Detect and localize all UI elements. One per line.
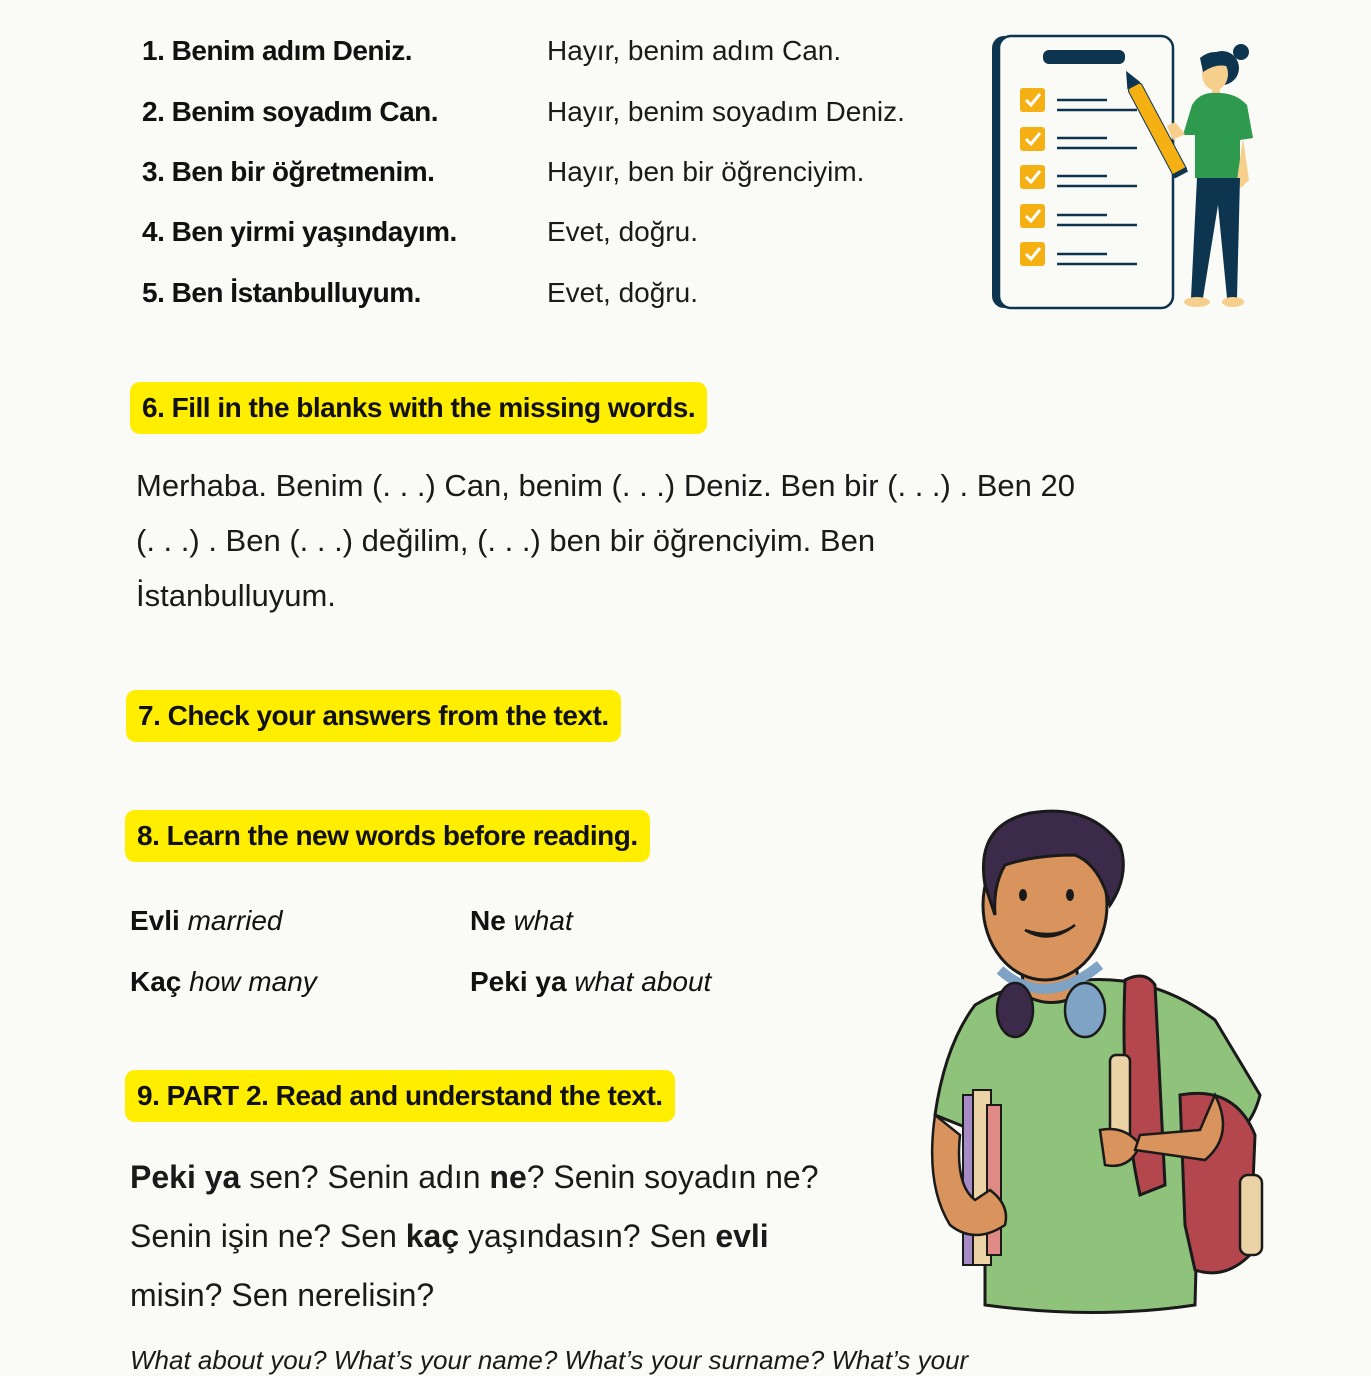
vocab-word: Ne xyxy=(470,905,506,936)
answer: Hayır, benim adım Can. xyxy=(547,35,842,66)
vocab-item xyxy=(470,962,711,1002)
translation-text: What about you? What’s your name? What’s your surname? What’s your xyxy=(130,1345,969,1375)
section-heading: 9. PART 2. Read and understand the text. xyxy=(125,1070,675,1122)
vocab-meaning: what about xyxy=(574,966,712,997)
keyword: Peki ya xyxy=(130,1159,241,1195)
vocab-meaning: what xyxy=(513,905,573,936)
text: ? Senin soyadın ne? xyxy=(526,1159,819,1195)
vocab-item xyxy=(470,901,573,941)
section-heading: 7. Check your answers from the text. xyxy=(126,690,621,742)
vocab-item xyxy=(130,962,317,1002)
section-heading: 6. Fill in the blanks with the missing words. xyxy=(130,382,707,434)
vocab-word: Evli xyxy=(130,905,180,936)
statement: 1. Benim adım Deniz. xyxy=(142,35,413,66)
vocab-meaning: married xyxy=(187,905,283,936)
vocab-word: Peki ya xyxy=(470,966,567,997)
answer: Evet, doğru. xyxy=(547,216,698,247)
answer: Evet, doğru. xyxy=(547,277,698,308)
text: Senin işin ne? Sen xyxy=(130,1218,406,1254)
text-line: (. . .) . Ben (. . .) değilim, (. . .) ben bir öğrenciyim. Ben xyxy=(136,523,876,558)
vocab-word: Kaç xyxy=(130,966,182,997)
answer: Hayır, benim soyadım Deniz. xyxy=(547,96,905,127)
fill-blanks-text xyxy=(136,458,1075,623)
text: sen? Senin adın xyxy=(240,1159,490,1195)
statement: 5. Ben İstanbulluyum. xyxy=(142,277,421,308)
statement: 4. Ben yirmi yaşındayım. xyxy=(142,216,457,247)
statement: 2. Benim soyadım Can. xyxy=(142,96,439,127)
text-line xyxy=(130,1207,930,1266)
text: misin? Sen nerelisin? xyxy=(130,1277,435,1313)
statement: 3. Ben bir öğretmenim. xyxy=(142,156,435,187)
section-heading: 8. Learn the new words before reading. xyxy=(125,810,650,862)
student-illustration xyxy=(915,805,1275,1325)
keyword: evli xyxy=(715,1218,769,1254)
answer: Hayır, ben bir öğrenciyim. xyxy=(547,156,865,187)
keyword: kaç xyxy=(405,1218,460,1254)
text-line: Merhaba. Benim (. . .) Can, benim (. . .) Deniz. Ben bir (. . .) . Ben 20 xyxy=(136,468,1075,503)
reading-text xyxy=(130,1148,930,1325)
keyword: ne xyxy=(489,1159,527,1195)
vocab-meaning: how many xyxy=(189,966,317,997)
text-line: İstanbulluyum. xyxy=(136,578,336,613)
vocab-item xyxy=(130,901,283,941)
text: yaşındasın? Sen xyxy=(459,1218,716,1254)
text-line xyxy=(130,1266,930,1325)
checklist-illustration xyxy=(985,30,1265,315)
text-line xyxy=(130,1148,930,1207)
